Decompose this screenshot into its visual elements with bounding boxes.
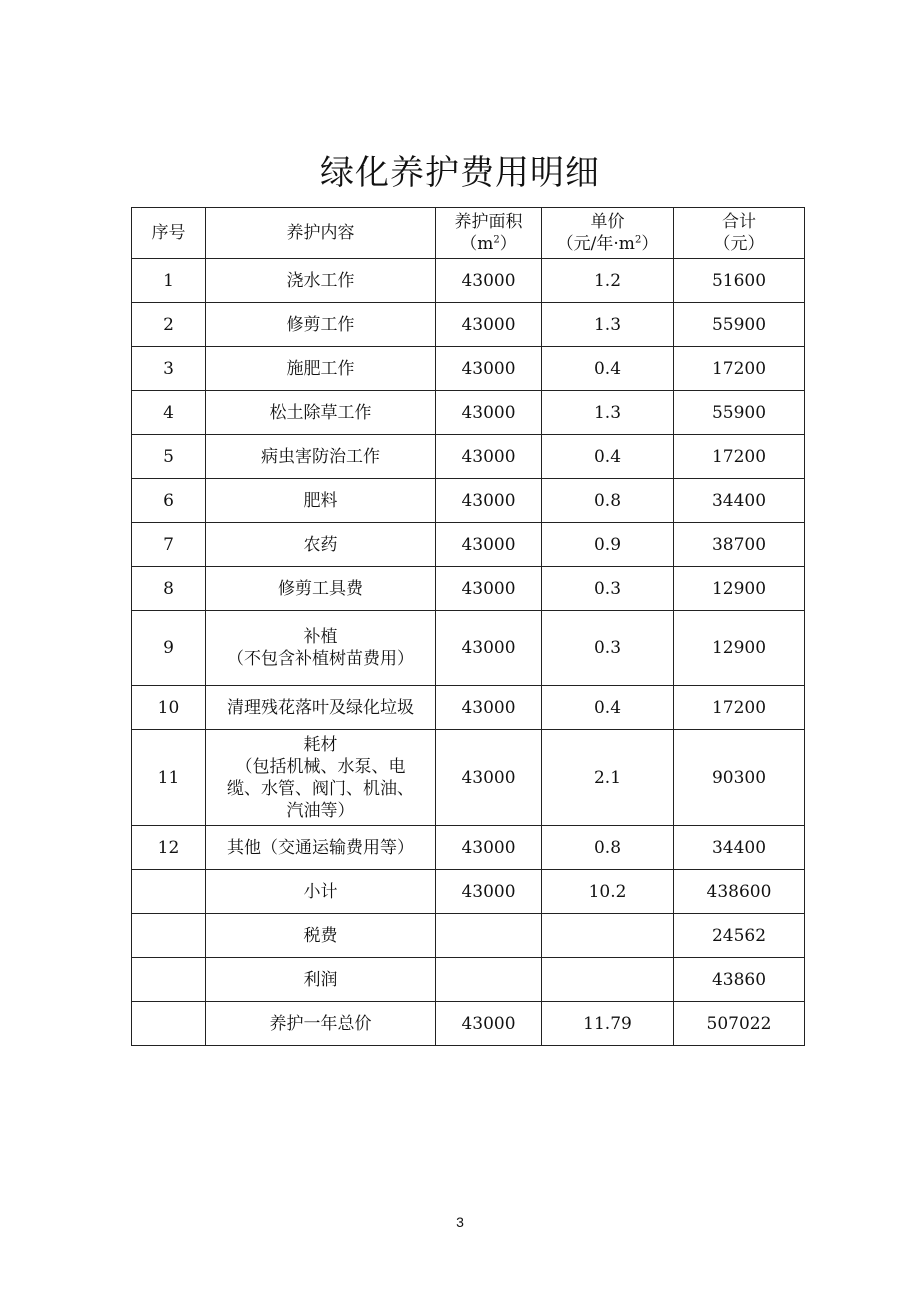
- header-total: [674, 208, 805, 259]
- cell-content: 农药: [206, 523, 436, 567]
- cell-total: 12900: [674, 611, 805, 686]
- cell-index: 11: [132, 730, 206, 826]
- cell-price: 0.4: [542, 435, 674, 479]
- cell-content: [206, 611, 436, 686]
- cell-area: 43000: [436, 523, 542, 567]
- table-row: [132, 611, 805, 686]
- cell-price: 0.9: [542, 523, 674, 567]
- cell-content: 浇水工作: [206, 259, 436, 303]
- cell-area: 43000: [436, 479, 542, 523]
- summary-row-tax: [132, 914, 805, 958]
- cell-index: 2: [132, 303, 206, 347]
- cell-total: 17200: [674, 686, 805, 730]
- cell-total: 507022: [674, 1002, 805, 1046]
- cell-index: 4: [132, 391, 206, 435]
- cell-area: 43000: [436, 611, 542, 686]
- cell-index: 10: [132, 686, 206, 730]
- header-price-label: 单价: [590, 212, 625, 232]
- table-row: [132, 826, 805, 870]
- cell-total: 24562: [674, 914, 805, 958]
- cell-area: [436, 914, 542, 958]
- cell-total: 43860: [674, 958, 805, 1002]
- cell-price: 10.2: [542, 870, 674, 914]
- cell-area: 43000: [436, 826, 542, 870]
- table-row: [132, 259, 805, 303]
- table-row: [132, 347, 805, 391]
- header-price: [542, 208, 674, 259]
- cell-content: [206, 730, 436, 826]
- cell-total: 12900: [674, 567, 805, 611]
- cell-content-line: 补植: [303, 627, 338, 647]
- cell-price: 0.4: [542, 347, 674, 391]
- cell-price: 0.4: [542, 686, 674, 730]
- cell-price: 1.2: [542, 259, 674, 303]
- table-row: [132, 479, 805, 523]
- table-row: [132, 435, 805, 479]
- cell-content: 修剪工作: [206, 303, 436, 347]
- cell-price: 11.79: [542, 1002, 674, 1046]
- cell-total: 55900: [674, 303, 805, 347]
- table-row: [132, 391, 805, 435]
- cell-area: [436, 958, 542, 1002]
- cell-price: [542, 958, 674, 1002]
- page-title: 绿化养护费用明细: [320, 153, 600, 193]
- cell-price: 0.8: [542, 479, 674, 523]
- summary-row-subtotal: [132, 870, 805, 914]
- cell-total: 55900: [674, 391, 805, 435]
- header-area-unit: $(m^2)$: [460, 234, 517, 254]
- cell-total: 17200: [674, 435, 805, 479]
- cell-content: 利润: [206, 958, 436, 1002]
- cell-total: 51600: [674, 259, 805, 303]
- cell-index: 3: [132, 347, 206, 391]
- cell-index: [132, 1002, 206, 1046]
- cell-price: 1.3: [542, 303, 674, 347]
- header-price-unit: （元/年$\cdot m^2$）: [556, 234, 659, 254]
- header-index: 序号: [132, 208, 206, 259]
- cell-content-line: 缆、水管、阀门、机油、: [227, 778, 414, 799]
- summary-row-annual-total: [132, 1002, 805, 1046]
- table-row: [132, 730, 805, 826]
- cell-total: 90300: [674, 730, 805, 826]
- cell-content: 税费: [206, 914, 436, 958]
- cell-area: 43000: [436, 391, 542, 435]
- cell-total: 38700: [674, 523, 805, 567]
- cell-index: 8: [132, 567, 206, 611]
- cell-index: 1: [132, 259, 206, 303]
- table-header-row: [132, 208, 805, 259]
- cell-area: 43000: [436, 870, 542, 914]
- maintenance-cost-table: [131, 207, 805, 1046]
- table-row: [132, 303, 805, 347]
- cell-price: 0.3: [542, 611, 674, 686]
- cell-content-line: （包括机械、水泵、电: [235, 756, 406, 777]
- cell-total: 34400: [674, 826, 805, 870]
- cell-area: 43000: [436, 1002, 542, 1046]
- cell-index: 5: [132, 435, 206, 479]
- cell-price: [542, 914, 674, 958]
- cell-index: 9: [132, 611, 206, 686]
- summary-row-profit: [132, 958, 805, 1002]
- cell-price: 0.8: [542, 826, 674, 870]
- cell-price: 0.3: [542, 567, 674, 611]
- cell-content: 松土除草工作: [206, 391, 436, 435]
- cell-content: 养护一年总价: [206, 1002, 436, 1046]
- cell-index: 12: [132, 826, 206, 870]
- header-total-unit: （元）: [713, 234, 765, 254]
- cell-index: [132, 914, 206, 958]
- cell-content: 肥料: [206, 479, 436, 523]
- cell-index: [132, 870, 206, 914]
- cell-content: 其他（交通运输费用等）: [206, 826, 436, 870]
- cell-content-line: 耗材: [303, 734, 338, 755]
- cell-content: 小计: [206, 870, 436, 914]
- header-area: [436, 208, 542, 259]
- cell-area: 43000: [436, 435, 542, 479]
- cell-index: 7: [132, 523, 206, 567]
- table-row: [132, 523, 805, 567]
- cell-area: 43000: [436, 730, 542, 826]
- cell-area: 43000: [436, 347, 542, 391]
- cell-content: 修剪工具费: [206, 567, 436, 611]
- cell-content: 清理残花落叶及绿化垃圾: [206, 686, 436, 730]
- cell-area: 43000: [436, 259, 542, 303]
- cell-content: 病虫害防治工作: [206, 435, 436, 479]
- cell-content-line: 汽油等）: [286, 800, 355, 821]
- cell-price: 1.3: [542, 391, 674, 435]
- cell-index: [132, 958, 206, 1002]
- cell-area: 43000: [436, 686, 542, 730]
- cell-area: 43000: [436, 303, 542, 347]
- table-row: [132, 567, 805, 611]
- header-area-label: 养护面积: [454, 212, 523, 232]
- cell-price: 2.1: [542, 730, 674, 826]
- cell-index: 6: [132, 479, 206, 523]
- cell-content-line: （不包含补植树苗费用）: [227, 649, 414, 669]
- page-number: 3: [456, 1214, 464, 1230]
- cell-content: 施肥工作: [206, 347, 436, 391]
- header-total-label: 合计: [722, 212, 756, 232]
- cell-area: 43000: [436, 567, 542, 611]
- table-row: [132, 686, 805, 730]
- header-content: 养护内容: [206, 208, 436, 259]
- cell-total: 17200: [674, 347, 805, 391]
- cell-total: 34400: [674, 479, 805, 523]
- cell-total: 438600: [674, 870, 805, 914]
